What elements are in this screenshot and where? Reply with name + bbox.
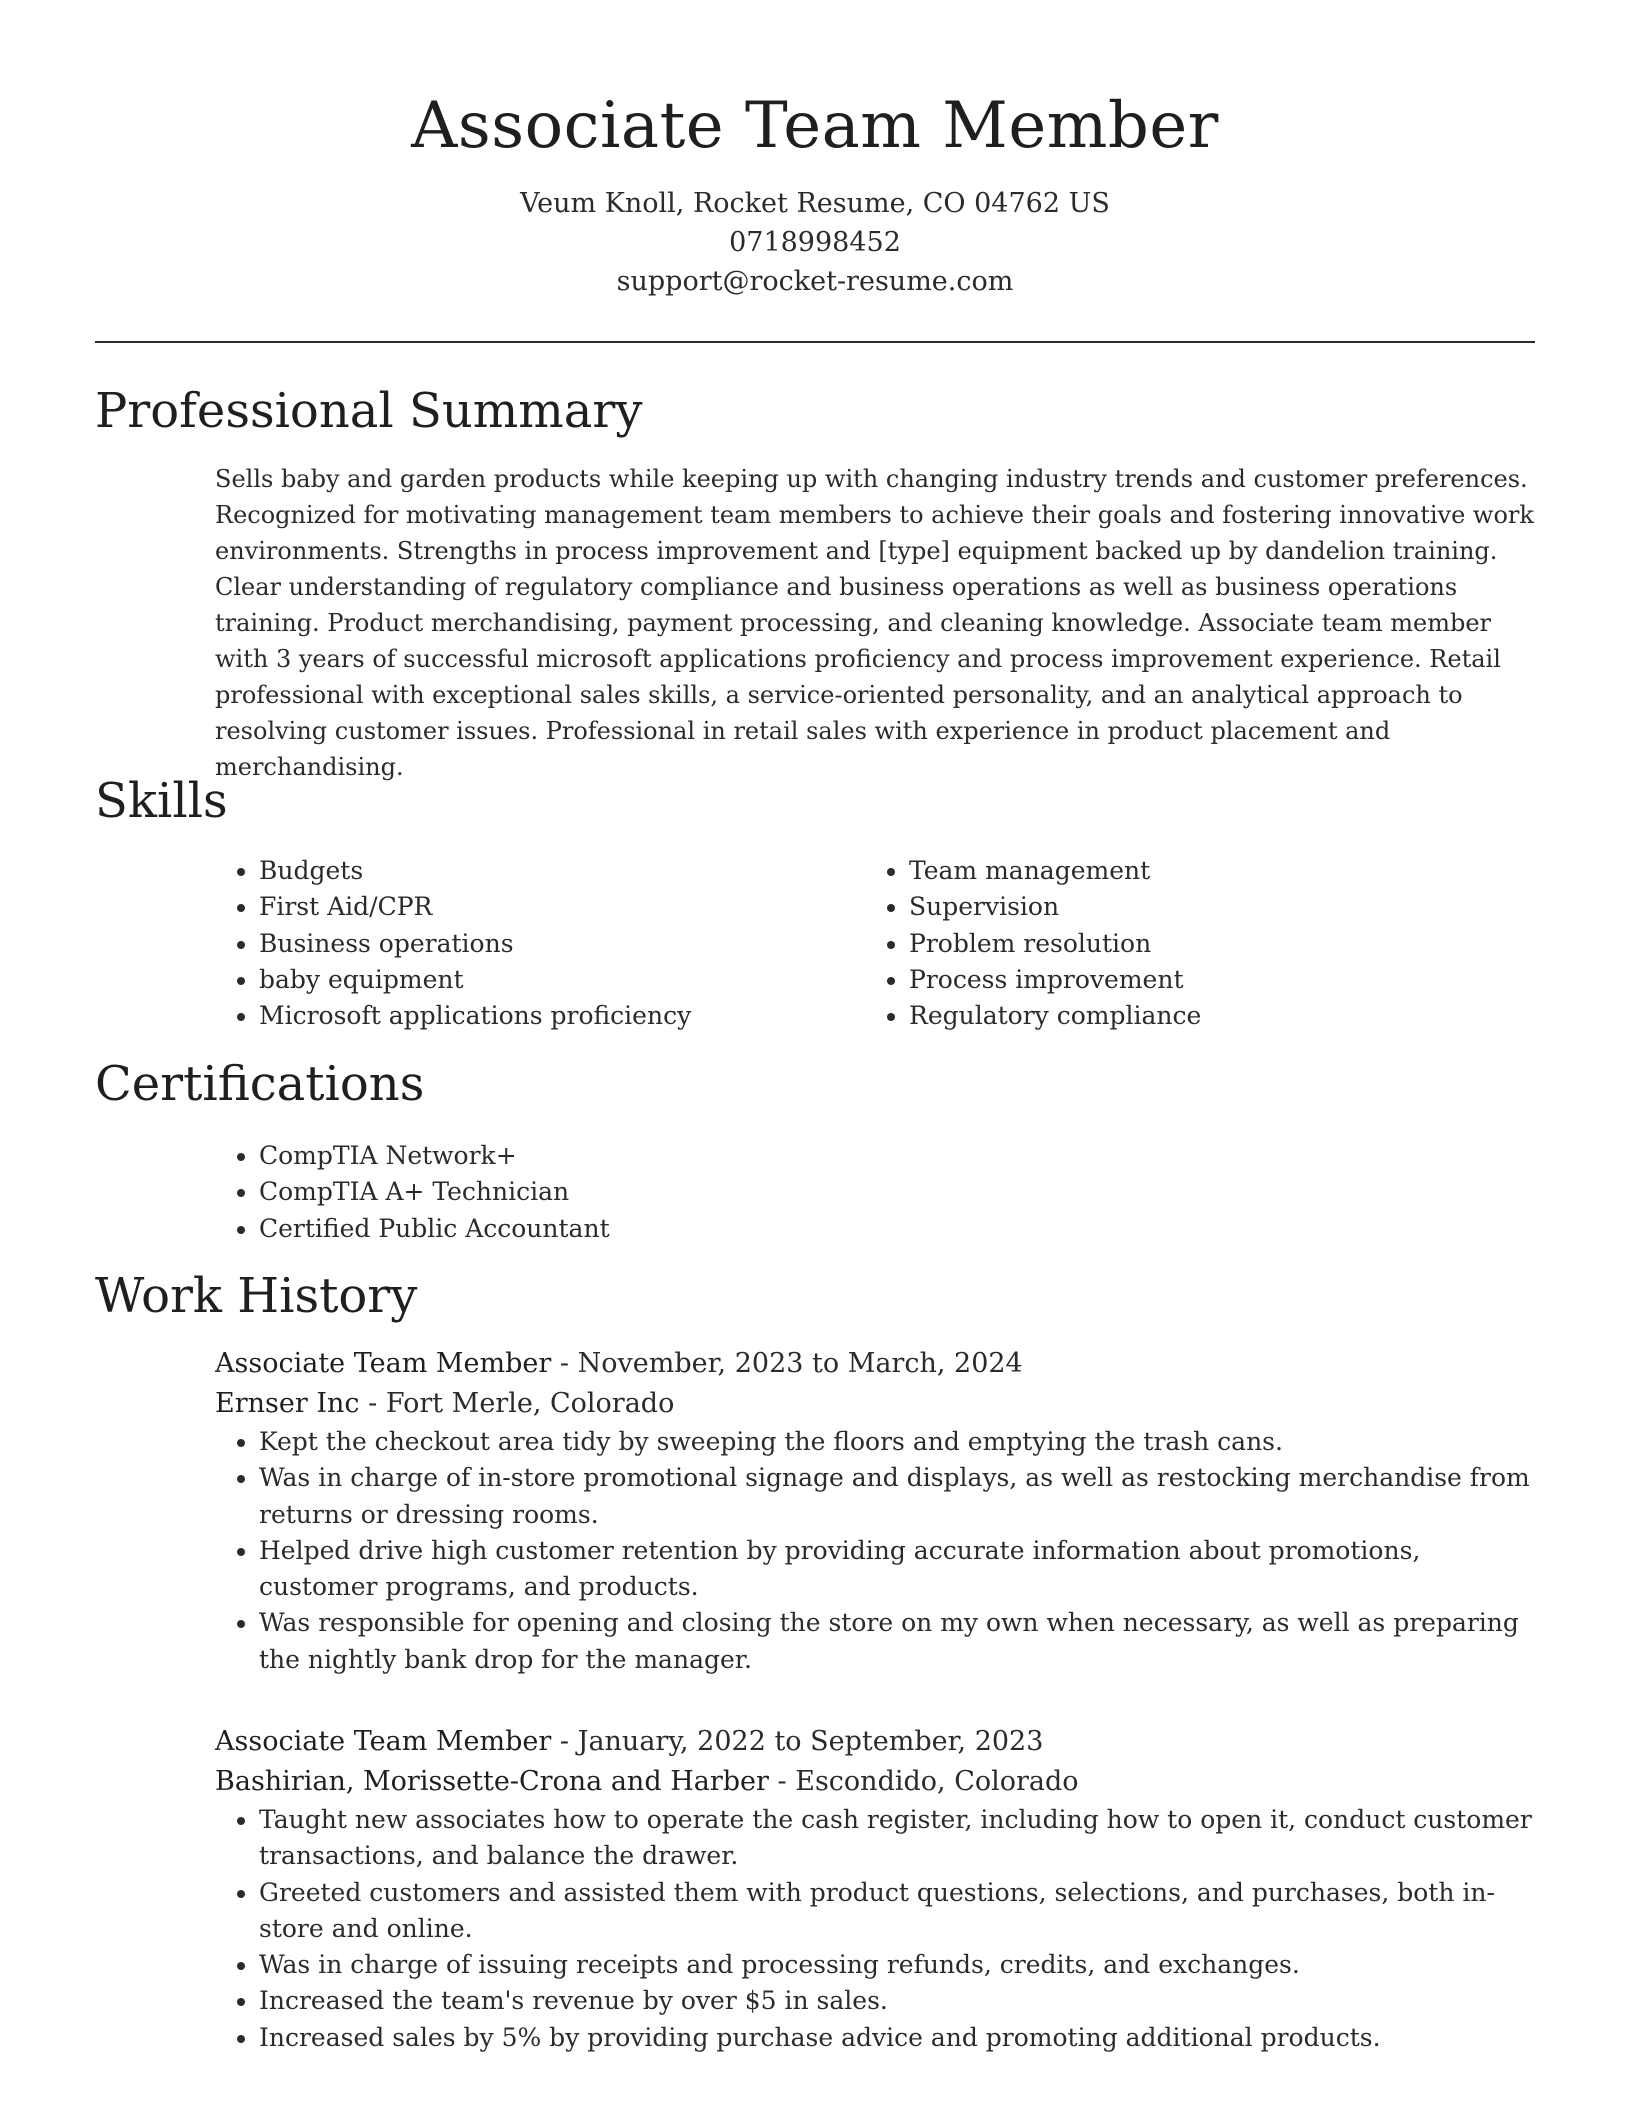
address: Veum Knoll, Rocket Resume, CO 04762 US bbox=[520, 188, 1110, 219]
skill-item: • Problem resolution bbox=[909, 926, 1515, 962]
skill-item: • Team management bbox=[909, 853, 1515, 889]
contact-info bbox=[95, 184, 1535, 301]
skill-item: • Business operations bbox=[259, 926, 865, 962]
job-separator: - bbox=[368, 1388, 386, 1419]
email-address: support@rocket-resume.com bbox=[616, 266, 1014, 297]
job-dates: November, 2023 to March, 2024 bbox=[577, 1348, 1023, 1379]
job-bullet: • Increased sales by 5% by providing purchase advice and promoting additional products. bbox=[259, 2020, 1540, 2056]
job-separator: - bbox=[559, 1726, 578, 1757]
certifications-heading: Certifications bbox=[95, 1056, 425, 1112]
skills-column-right bbox=[865, 853, 1515, 1034]
skill-item: • Process improvement bbox=[909, 962, 1515, 998]
skills-right-list bbox=[865, 853, 1515, 1034]
job-location: Fort Merle, Colorado bbox=[385, 1388, 675, 1419]
job-bullets bbox=[215, 1802, 1540, 2056]
job-title: Associate Team Member bbox=[215, 1348, 552, 1379]
work-history-entry bbox=[215, 1722, 1540, 2056]
job-bullet: • Greeted customers and assisted them with product questions, selections, and purchases, both in-store and online. bbox=[259, 1875, 1540, 1948]
job-location: Escondido, Colorado bbox=[795, 1766, 1079, 1797]
certifications-items bbox=[215, 1138, 1540, 1247]
job-bullet: • Was in charge of issuing receipts and processing refunds, credits, and exchanges. bbox=[259, 1947, 1540, 1983]
work-history-heading: Work History bbox=[95, 1268, 418, 1324]
job-bullet: • Increased the team's revenue by over $5 in sales. bbox=[259, 1983, 1540, 2019]
company-name: Bashirian, Morissette-Crona and Harber bbox=[215, 1766, 769, 1797]
certification-item: • CompTIA A+ Technician bbox=[259, 1174, 1540, 1210]
candidate-name: Associate Team Member bbox=[411, 89, 1219, 163]
skill-item: • Supervision bbox=[909, 889, 1515, 925]
skills-list bbox=[215, 853, 1540, 1034]
job-title-line bbox=[215, 1722, 1540, 1762]
resume-header bbox=[95, 78, 1535, 301]
company-name: Ernser Inc bbox=[215, 1388, 360, 1419]
skills-heading: Skills bbox=[95, 773, 228, 829]
certifications-list bbox=[215, 1138, 1540, 1247]
certification-item: • Certified Public Accountant bbox=[259, 1211, 1540, 1247]
skill-item: • baby equipment bbox=[259, 962, 865, 998]
skills-column-left bbox=[215, 853, 865, 1034]
skill-item: • First Aid/CPR bbox=[259, 889, 865, 925]
job-bullet: • Taught new associates how to operate the cash register, including how to open it, conduct customer transactions, and balance the drawer. bbox=[259, 1802, 1540, 1875]
job-separator: - bbox=[777, 1766, 796, 1797]
skill-item: • Regulatory compliance bbox=[909, 998, 1515, 1034]
job-company-line bbox=[215, 1384, 1540, 1424]
job-bullet: • Was responsible for opening and closing the store on my own when necessary, as well as preparing the nightly bank drop for the manager. bbox=[259, 1605, 1540, 1678]
professional-summary-heading: Professional Summary bbox=[95, 383, 643, 439]
job-bullet: • Was in charge of in-store promotional signage and displays, as well as restocking merchandise from returns or dressing rooms. bbox=[259, 1460, 1540, 1533]
job-dates: January, 2022 to September, 2023 bbox=[577, 1726, 1044, 1757]
phone-number: 0718998452 bbox=[729, 227, 901, 258]
skills-left-list bbox=[215, 853, 865, 1034]
job-separator: - bbox=[559, 1348, 578, 1379]
job-bullets bbox=[215, 1424, 1540, 1678]
certification-item: • CompTIA Network+ bbox=[259, 1138, 1540, 1174]
skill-item: • Microsoft applications proficiency bbox=[259, 998, 865, 1034]
job-title: Associate Team Member bbox=[215, 1726, 552, 1757]
work-history-entry bbox=[215, 1344, 1540, 1678]
job-company-line bbox=[215, 1762, 1540, 1802]
job-title-line bbox=[215, 1344, 1540, 1384]
skill-item: • Budgets bbox=[259, 853, 865, 889]
job-bullet: • Helped drive high customer retention by providing accurate information about promotions, customer programs, and products. bbox=[259, 1533, 1540, 1606]
job-bullet: • Kept the checkout area tidy by sweeping the floors and emptying the trash cans. bbox=[259, 1424, 1540, 1460]
header-divider bbox=[95, 341, 1535, 343]
professional-summary-text: Sells baby and garden products while keeping up with changing industry trends and customer preferences. Recognized for motivating management team members to achieve their goals and fostering innovative work environments. Strengths in process improvement and [type] equipment backed up by dandelion training. Clear understanding of regulatory compliance and business operations as well as business operations training. Product merchandising, payment processing, and cleaning knowledge. Associate team member with 3 years of successful microsoft applications proficiency and process improvement experience. Retail professional with exceptional sales skills, a service-oriented personality, and an analytical approach to resolving customer issues. Professional in retail sales with experience in product placement and merchandising. bbox=[215, 465, 1534, 781]
